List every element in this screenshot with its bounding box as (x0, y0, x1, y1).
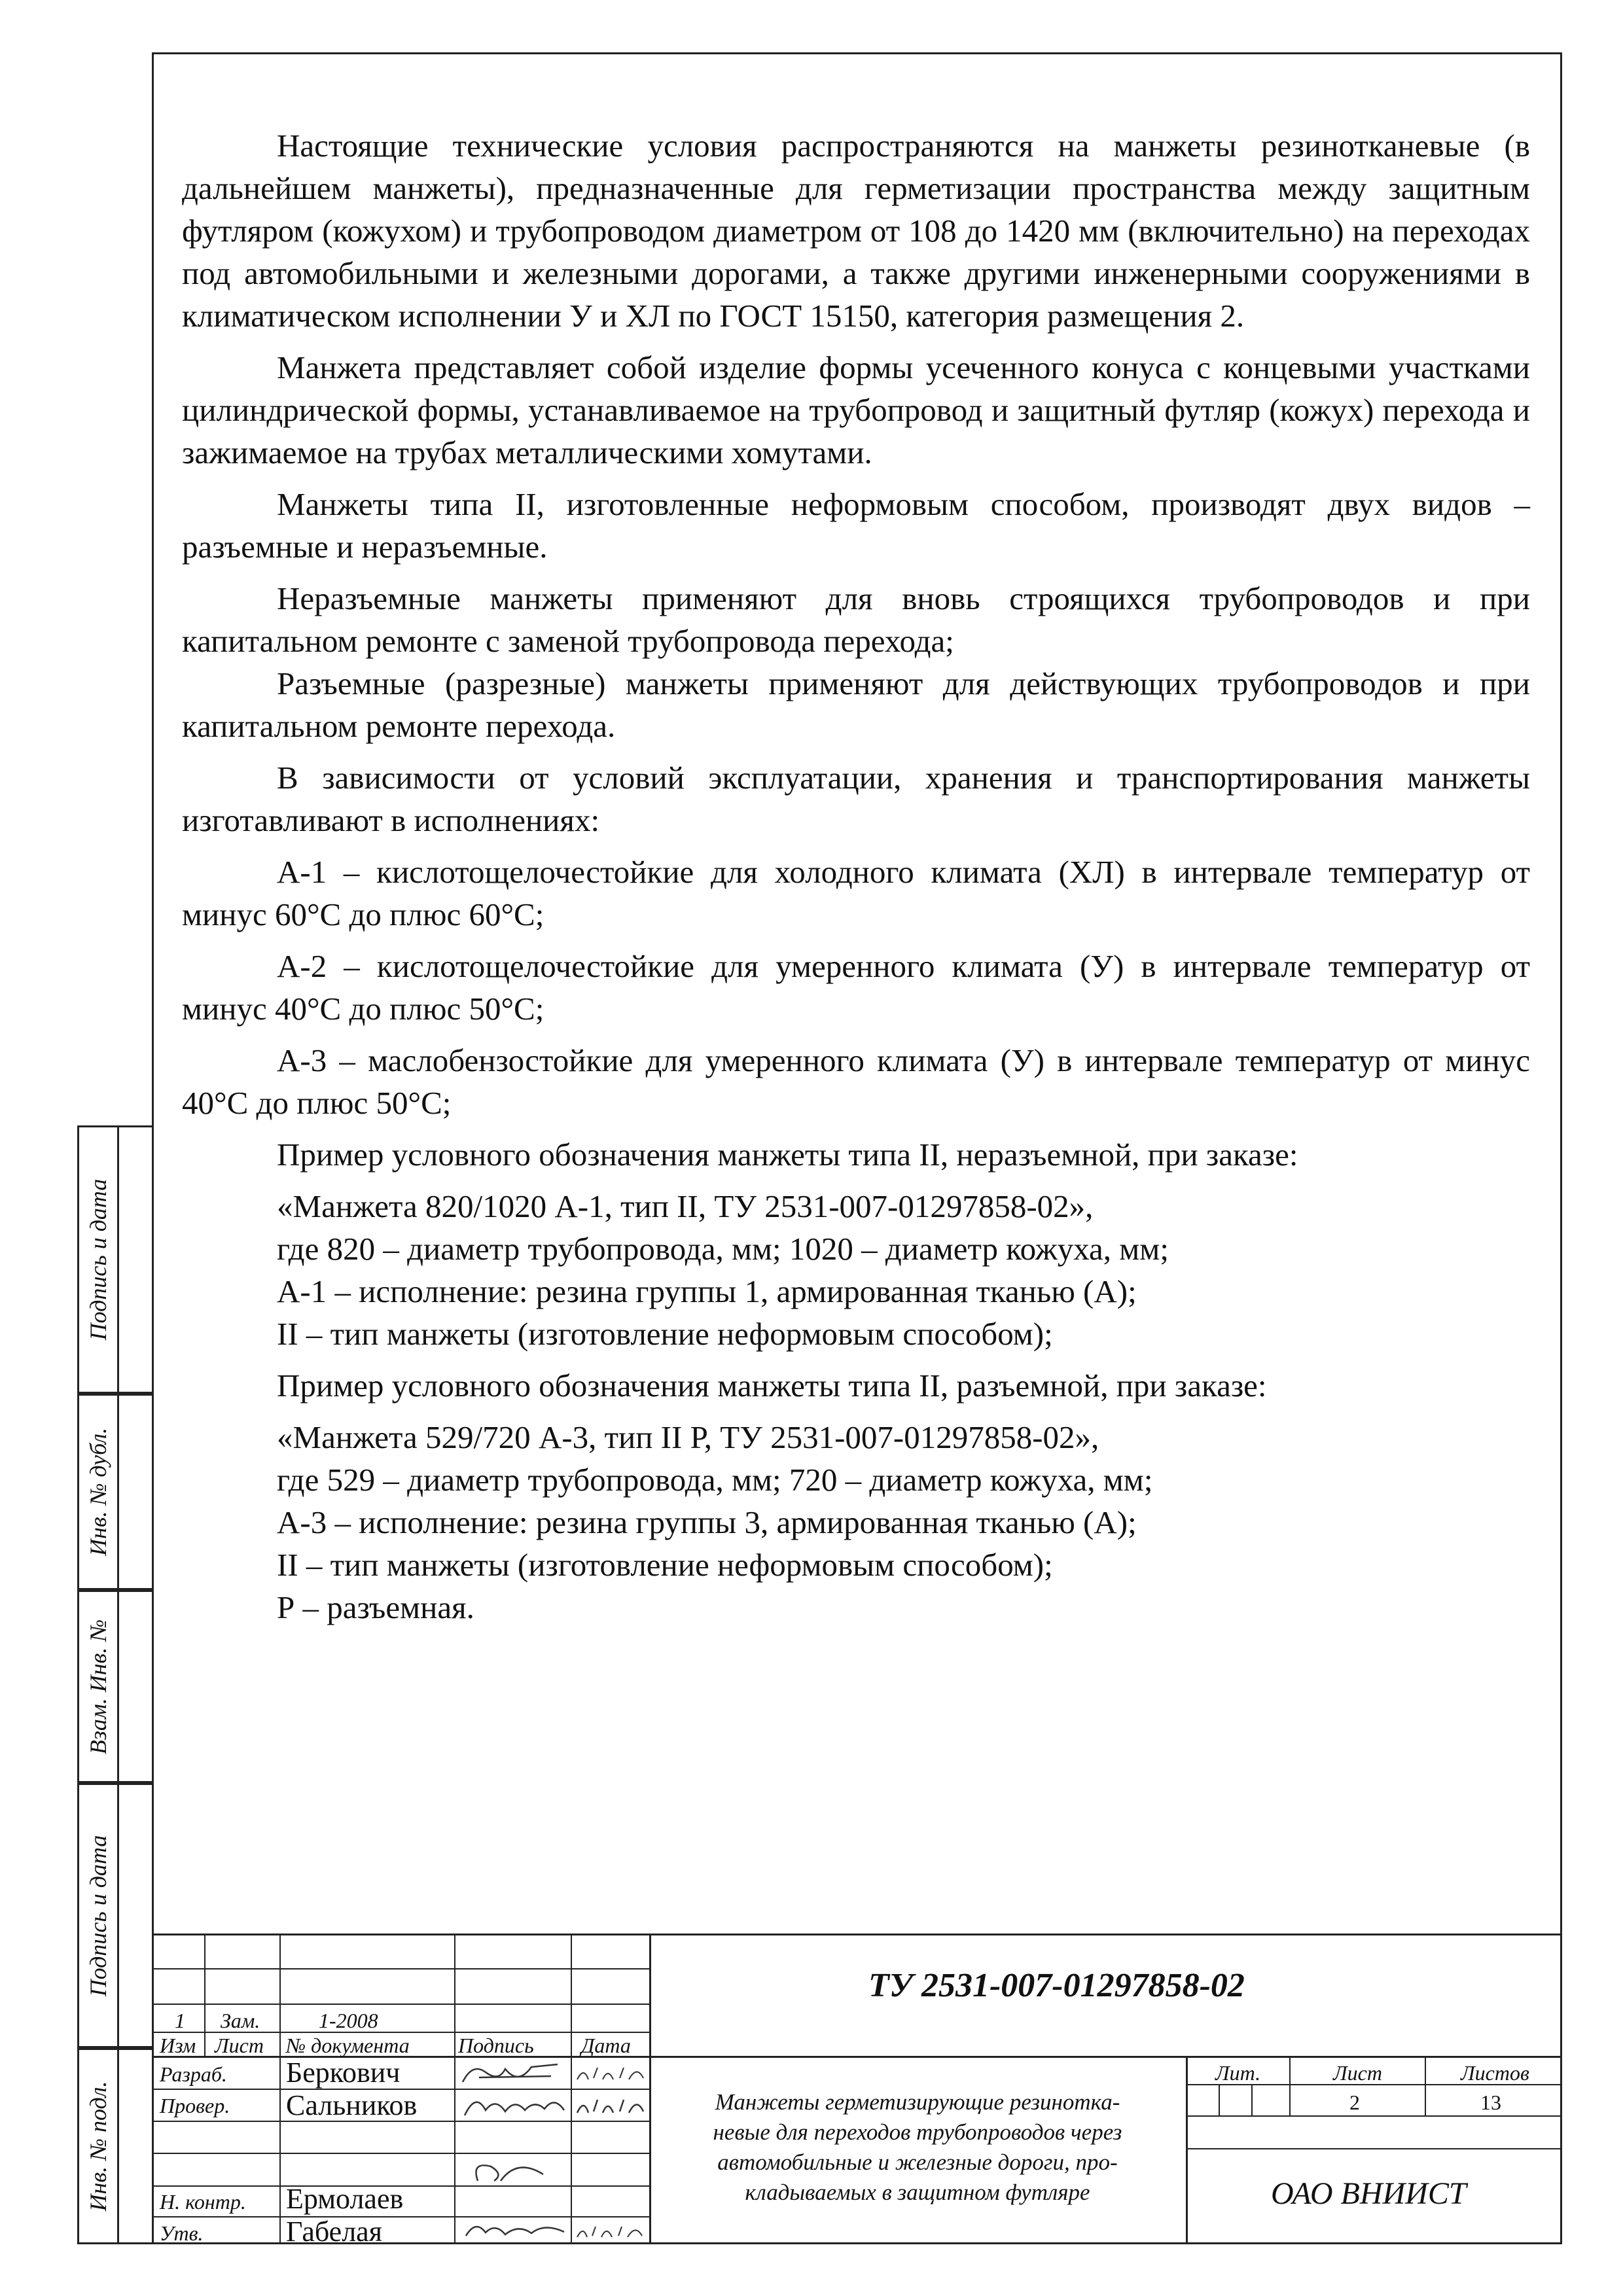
paragraph: А-1 – кислотощелочестойкие для холодного климата (ХЛ) в интервале температур от минус 60°С до плюс 60°С; (182, 854, 1530, 932)
total-sheets: 13 (1480, 2091, 1501, 2114)
signature-norm-control (465, 2155, 556, 2185)
lit-label: Лит. (1215, 2061, 1261, 2085)
sheets-label: Листов (1461, 2061, 1529, 2085)
signature-checker (459, 2091, 571, 2121)
example-line: А-3 – исполнение: резина группы 3, армированная тканью (А); (277, 1504, 1137, 1540)
paragraph: Манжета представляет собой изделие формы усеченного конуса с концевыми участками цилиндрической формы, устанавливаемое на трубопровод и защитный футляр (кожух) перехода и зажимаемое на трубах металлическими хомутами. (182, 349, 1530, 470)
handwritten-date (574, 2093, 647, 2119)
header-doc: № документа (286, 2034, 410, 2057)
example-line: «Манжета 529/720 А-3, тип II Р, ТУ 2531-007-01297858-02», (277, 1419, 1099, 1455)
sheet-number: 2 (1349, 2091, 1360, 2114)
role-approver: Утв. (160, 2221, 204, 2245)
change-number: 1 (175, 2009, 185, 2032)
header-sign: Подпись (458, 2034, 534, 2057)
paragraph: Манжеты типа II, изготовленные неформовым способом, производят двух видов – разъемные и неразъемные. (182, 486, 1530, 565)
document-code: ТУ 2531-007-01297858-02 (868, 1967, 1245, 2004)
name-norm-control: Ермолаев (286, 2183, 404, 2215)
paragraph: Разъемные (разрезные) манжеты применяют для действующих трубопроводов и при капитальном ремонте перехода. (182, 665, 1530, 744)
header-izm: Изм (160, 2034, 196, 2057)
side-stamp-signature-date-2: Подпись и дата (77, 1783, 152, 2048)
change-document: 1-2008 (319, 2009, 378, 2032)
paragraph: Неразъемные манжеты применяют для вновь строящихся трубопроводов и при капитальном ремонте с заменой трубопровода перехода; (182, 580, 1530, 659)
example-line: Р – разъемная. (277, 1589, 474, 1625)
example-line: где 820 – диаметр трубопровода, мм; 1020 – диаметр кожуха, мм; (277, 1231, 1169, 1267)
role-norm-control: Н. контр. (160, 2190, 246, 2214)
name-checker: Сальников (286, 2089, 418, 2121)
example-line: А-1 – исполнение: резина группы 1, армированная тканью (А); (277, 1273, 1137, 1309)
organization: ОАО ВНИИСТ (1271, 2176, 1467, 2211)
example-line: где 529 – диаметр трубопровода, мм; 720 – диаметр кожуха, мм; (277, 1462, 1153, 1498)
header-date: Дата (581, 2034, 631, 2057)
paragraph: Настоящие технические условия распространяются на манжеты резинотканевые (в дальнейшем манжеты), предназначенные для герметизации пространства между защитным футляром (кожухом) и трубопроводом диаметром от 108 до 1420 мм (включительно) на переходах под автомобильными и железными дорогами, а также другими инженерными сооружениями в климатическом исполнении У и ХЛ по ГОСТ 15150, категория размещения 2. (182, 128, 1530, 334)
sheet-label: Лист (1333, 2061, 1382, 2085)
example-line: II – тип манжеты (изготовление неформовым способом); (277, 1547, 1053, 1583)
header-list: Лист (215, 2034, 264, 2057)
side-stamp-replace-inv: Взам. Инв. № (77, 1590, 152, 1783)
side-stamp-signature-date: Подпись и дата (77, 1125, 152, 1394)
side-stamp-dup-inv: Инв. № дубл. (77, 1394, 152, 1590)
name-approver: Габелая (286, 2216, 382, 2248)
name-developer: Беркович (286, 2057, 401, 2089)
role-checker: Провер. (160, 2094, 230, 2117)
role-developer: Разраб. (160, 2062, 227, 2086)
signature-developer (459, 2059, 567, 2088)
example-line: II – тип манжеты (изготовление неформовым способом); (277, 1316, 1053, 1352)
paragraph: В зависимости от условий эксплуатации, хранения и транспортирования манжеты изготавливают в исполнениях: (182, 760, 1530, 838)
side-stamp-original-inv: Инв. № подл. (77, 2048, 152, 2244)
example-line: «Манжета 820/1020 А-1, тип II, ТУ 2531-007-01297858-02», (277, 1188, 1094, 1224)
paragraph: А-3 – маслобензостойкие для умеренного климата (У) в интервале температур от минус 40°С до плюс 50°С; (182, 1042, 1530, 1121)
change-sheet: Зам. (221, 2009, 260, 2032)
paragraph: Пример условного обозначения манжеты типа II, разъемной, при заказе: (277, 1368, 1267, 1404)
handwritten-date (574, 2220, 647, 2242)
title-block (152, 1934, 1562, 2248)
product-title: Манжеты герметизирующие резинотка- невые для переходов трубопроводов через автомобильные и железные дороги, про- кладываемых в защитном футляре (713, 2089, 1122, 2205)
paragraph: А-2 – кислотощелочестойкие для умеренного климата (У) в интервале температур от минус 40°С до плюс 50°С; (182, 948, 1530, 1027)
handwritten-date (574, 2061, 647, 2086)
signature-approver (459, 2216, 571, 2242)
paragraph: Пример условного обозначения манжеты типа II, неразъемной, при заказе: (277, 1137, 1298, 1173)
document-body (182, 124, 1530, 1629)
